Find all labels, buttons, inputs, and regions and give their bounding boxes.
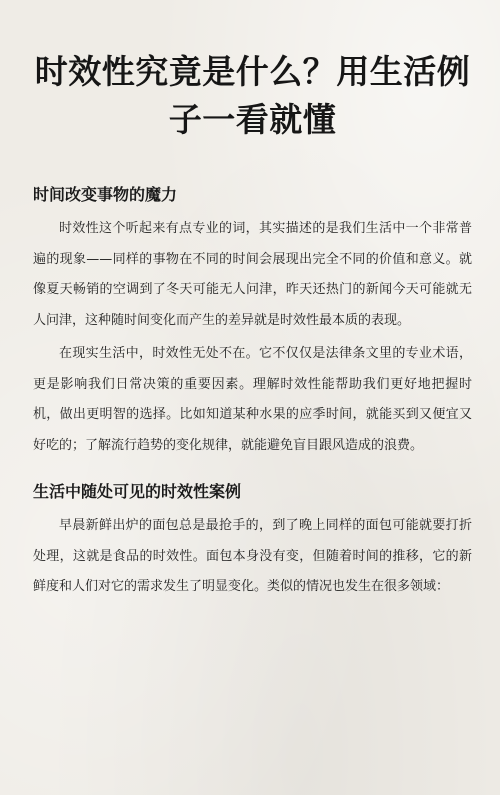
paragraph: 时效性这个听起来有点专业的词，其实描述的是我们生活中一个非常普遍的现象——同样的事物在不同的时间会展现出完全不同的价值和意义。就像夏天畅销的空调到了冬天可能无人问津，昨天还热门的新闻今天可能就无人问津，这种随时间变化而产生的差异就是时效性最本质的表现。 xyxy=(33,221,472,328)
section-heading: 时间改变事物的魔力 xyxy=(33,185,178,204)
article-title: 时效性究竟是什么？用生活例子一看就懂 xyxy=(34,52,471,139)
section-heading: 生活中随处可见的时效性案例 xyxy=(33,482,242,501)
paragraph: 在现实生活中，时效性无处不在。它不仅仅是法律条文里的专业术语，更是影响我们日常决策的重要因素。理解时效性能帮助我们更好地把握时机，做出更明智的选择。比如知道某种水果的应季时间，就能买到又便宜又好吃的；了解流行趋势的变化规律，就能避免盲目跟风造成的浪费。 xyxy=(33,346,472,453)
section-life-cases xyxy=(33,481,472,603)
section-time-magic xyxy=(33,184,472,461)
paragraph: 早晨新鲜出炉的面包总是最抢手的，到了晚上同样的面包可能就要打折处理，这就是食品的时效性。面包本身没有变，但随着时间的推移，它的新鲜度和人们对它的需求发生了明显变化。类似的情况也发生在很多领域： xyxy=(33,518,472,594)
